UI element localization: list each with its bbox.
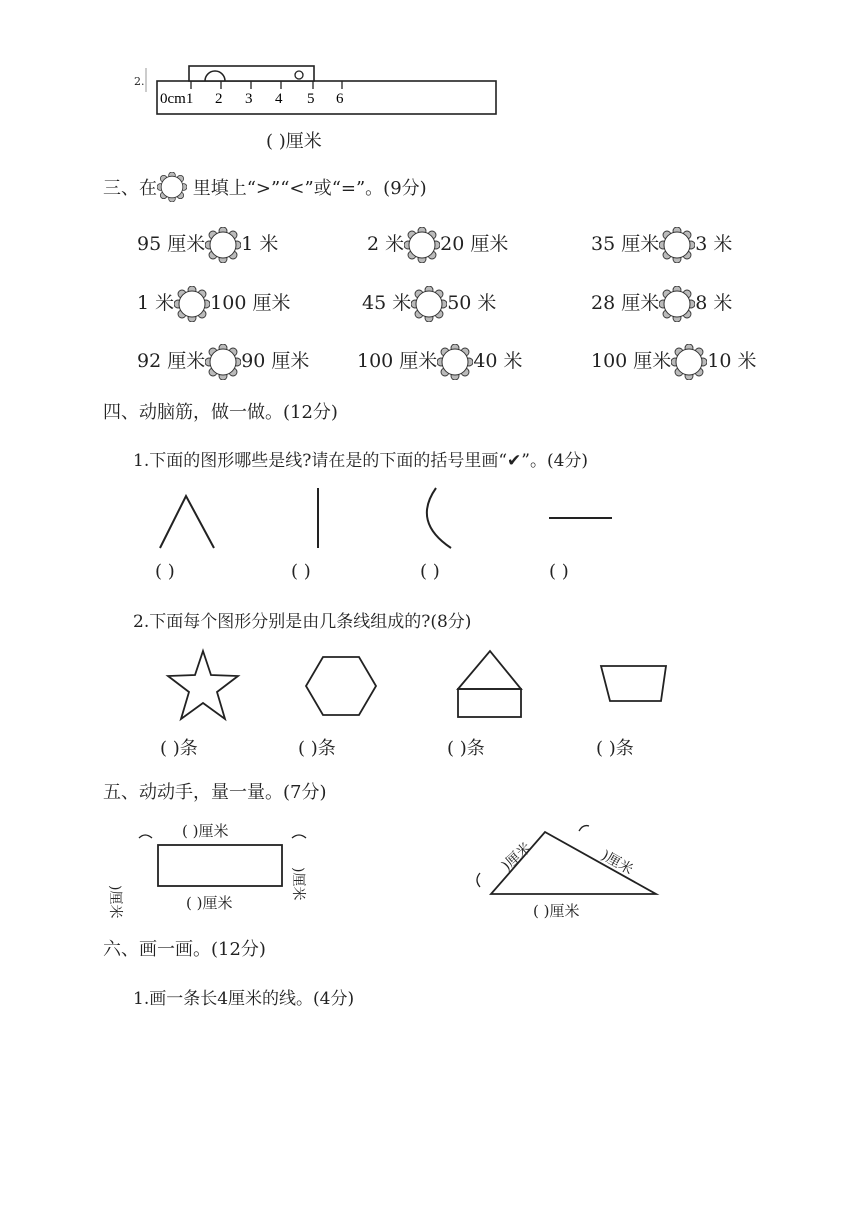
ruler-tick-label: 2 [215,91,223,107]
section-4-q1: 1.下面的图形哪些是线?请在是的下面的括号里画“✔”。(4分) [133,451,589,471]
compare-left: 45 米 [362,292,412,314]
line-count-answer[interactable]: ( )条 [160,738,198,759]
line-answer-paren[interactable]: ( ) [420,561,440,582]
rect-right-label[interactable]: )厘米 [290,867,306,901]
tri-right-label[interactable]: )厘米 [598,847,636,879]
compare-left: 95 厘米 [137,233,206,255]
ruler-tick-label: 5 [307,91,315,107]
rect-left-label[interactable]: )厘米 [107,885,123,919]
section-6-title: 六、画一画。(12分) [103,939,266,960]
compare-left: 1 米 [137,292,175,314]
section-3-title-end: 里填上“>”“<”或“=”。(9分) [187,178,427,199]
ruler-question-number: 2. [134,75,145,88]
line-count-answer[interactable]: ( )条 [298,738,336,759]
compare-right: 8 米 [695,292,733,314]
compare-left: 35 厘米 [591,233,660,255]
section-6-q1: 1.画一条长4厘米的线。(4分) [133,989,355,1009]
section-3-title-start: 三、在 [103,178,157,199]
ruler-answer-blank[interactable]: ( )厘米 [266,131,322,152]
compare-left: 92 厘米 [137,350,206,372]
tri-left-label[interactable]: )厘米 [499,839,535,875]
compare-right: 20 厘米 [440,233,509,255]
line-count-answer[interactable]: ( )条 [596,738,634,759]
tri-bottom-label[interactable]: ( )厘米 [533,902,580,920]
ruler-tick-label: 4 [275,91,283,107]
line-answer-paren[interactable]: ( ) [549,561,569,582]
ruler-tick-label: 0cm1 [160,91,194,107]
rect-bottom-label[interactable]: ( )厘米 [186,894,233,912]
section-4-title: 四、动脑筋，做一做。(12分) [103,402,338,423]
compare-left: 100 厘米 [591,350,672,372]
compare-right: 3 米 [695,233,733,255]
compare-right: 100 厘米 [210,292,291,314]
compare-left: 100 厘米 [357,350,438,372]
measure-rectangle [158,845,282,886]
line-answer-paren[interactable]: ( ) [291,561,311,582]
line-count-answer[interactable]: ( )条 [447,738,485,759]
compare-left: 28 厘米 [591,292,660,314]
ruler-tick-label: 3 [245,91,253,107]
compare-right: 40 米 [473,350,523,372]
compare-right: 90 厘米 [241,350,310,372]
compare-left: 2 米 [367,233,405,255]
compare-right: 10 米 [707,350,757,372]
compare-right: 1 米 [241,233,279,255]
section-5-title: 五、动动手，量一量。(7分) [103,782,327,803]
ruler-tick-label: 6 [336,91,344,107]
compare-right: 50 米 [447,292,497,314]
line-answer-paren[interactable]: ( ) [155,561,175,582]
section-4-q2: 2.下面每个图形分别是由几条线组成的?(8分) [133,612,472,632]
rect-top-label[interactable]: ( )厘米 [182,822,229,840]
